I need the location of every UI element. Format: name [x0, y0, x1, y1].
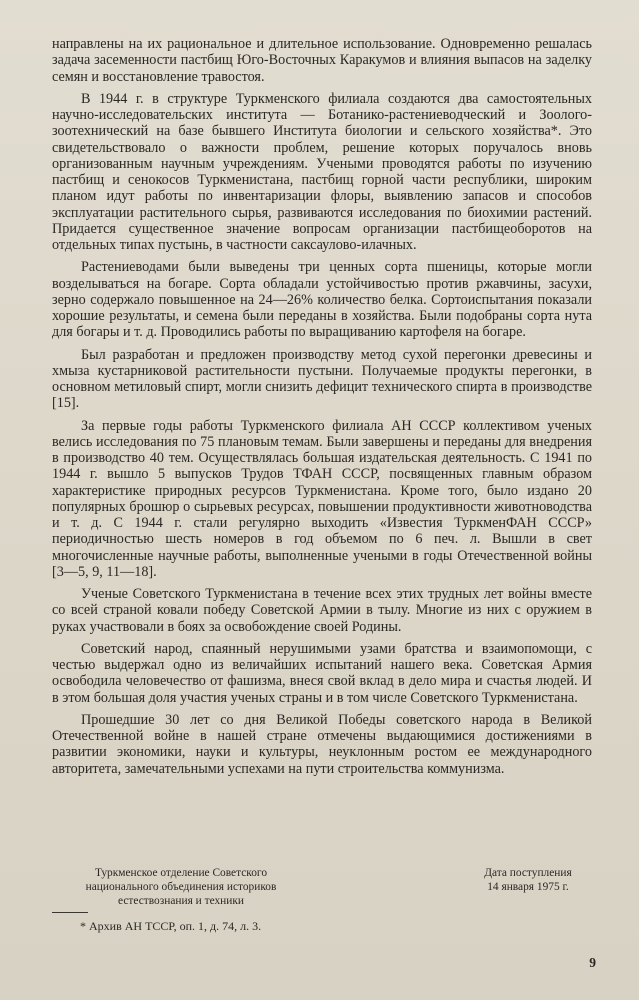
- page-number: 9: [589, 955, 596, 970]
- article-body: [52, 36, 592, 783]
- affiliation-line: национального объединения историков: [85, 881, 277, 893]
- affiliation-line: Туркменское отделение Советского: [94, 867, 268, 879]
- paragraph-institutes-1944: В 1944 г. в структуре Туркменского филиала создаются два самостоятельных научно-исследовательских института — Ботанико-растениеводческий и Зоолого-зоотехнический на базе бывшего Института биологии и сельского хозяйства*. Это свидетельствовало о важности проблем, решение которых поручалось вновь организованным научным учреждениям. Учеными проводятся работы по изучению пастбищ и сенокосов Туркменистана, пастбищ горной части республики, широким планом идут работы по инвентаризации флоры, выявлению запасов и способов эксплуатации растительного сырья, развиваются исследования по биохимии растений. Придается существенное значение вопросам организации пастбищеоборотов на отдельных типах пустынь, в частности саксаулово-илачных.: [52, 90, 592, 253]
- author-affiliation: [56, 866, 306, 908]
- affiliation-line: естествознания и техники: [117, 895, 244, 907]
- paragraph-thirty-years: Прошедшие 30 лет со дня Великой Победы советского народа в Великой Отечественной войне в нашей стране отмечены выдающимися достижениями в развитии экономики, науки и культуры, неуклонным ростом ее международного авторитета, замечательными успехами на пути строительства коммунизма.: [52, 711, 592, 777]
- paragraph-soviet-people: Советский народ, спаянный нерушимыми узами братства и взаимопомощи, с честью выдержал одно из величайших испытаний нашего века. Советская Армия освободила человечество от фашизма, внеся свой вклад в дело мира и счастья людей. И в этом большая доля участия ученых страны и в том числе Советского Туркменистана.: [52, 640, 592, 706]
- paragraph-continuation: направлены на их рациональное и длительное использование. Одновременно решалась задача засеменности пастбищ Юго-Восточных Каракумов и влияния выпасов на заделку семян и восстановление травостоя.: [52, 36, 592, 85]
- footnote: * Архив АН ТССР, оп. 1, д. 74, л. 3.: [80, 919, 262, 933]
- paragraph-first-years: За первые годы работы Туркменского филиала АН СССР коллективом ученых велись исследования по 75 плановым темам. Были завершены и переданы для внедрения в производство 40 тем. Осуществлялась большая издательская деятельность. С 1941 по 1944 г. вышло 5 выпусков Трудов ТФАН СССР, посвященных главным образом характеристике природных ресурсов Туркменистана. Кроме того, было издано 20 популярных брошюр о сырьевых ресурсах, повышении продуктивности животноводства и т. д. С 1944 г. стали регулярно выходить «Известия ТуркменФАН СССР» периодичностью шесть номеров в год объемом по 6 печ. л. Вышли в свет многочисленные научные работы, выполненные учеными в годы Отечественной войны [3—5, 9, 11—18].: [52, 417, 592, 580]
- paragraph-dry-distillation: Был разработан и предложен производству метод сухой перегонки древесины и хмыза кустарниковой растительности пустыни. Получаемые продукты перегонки, в основном метиловый спирт, могли снизить дефицит технического спирта в производстве [15].: [52, 346, 592, 412]
- footnote-divider: [52, 912, 88, 913]
- paragraph-wheat-varieties: Растениеводами были выведены три ценных сорта пшеницы, которые могли возделываться на богаре. Сорта обладали устойчивостью против ржавчины, засухи, зерно содержало повышенное на 24—26% количество белка. Сортоиспытания показали хорошие результаты, и семена были переданы в хозяйства. Были подобраны сорта нута для богары и т. д. Проводились работы по выращиванию картофеля на богаре.: [52, 259, 592, 341]
- received-date-block: [466, 866, 590, 894]
- received-label: Дата поступления: [484, 867, 572, 879]
- received-date: 14 января 1975 г.: [487, 881, 569, 893]
- paragraph-scientists-war: Ученые Советского Туркменистана в течение всех этих трудных лет войны вместе со всей страной ковали победу Советской Армии в тылу. Многие из них с оружием в руках участвовали в боях за освобождение своей Родины.: [52, 586, 592, 635]
